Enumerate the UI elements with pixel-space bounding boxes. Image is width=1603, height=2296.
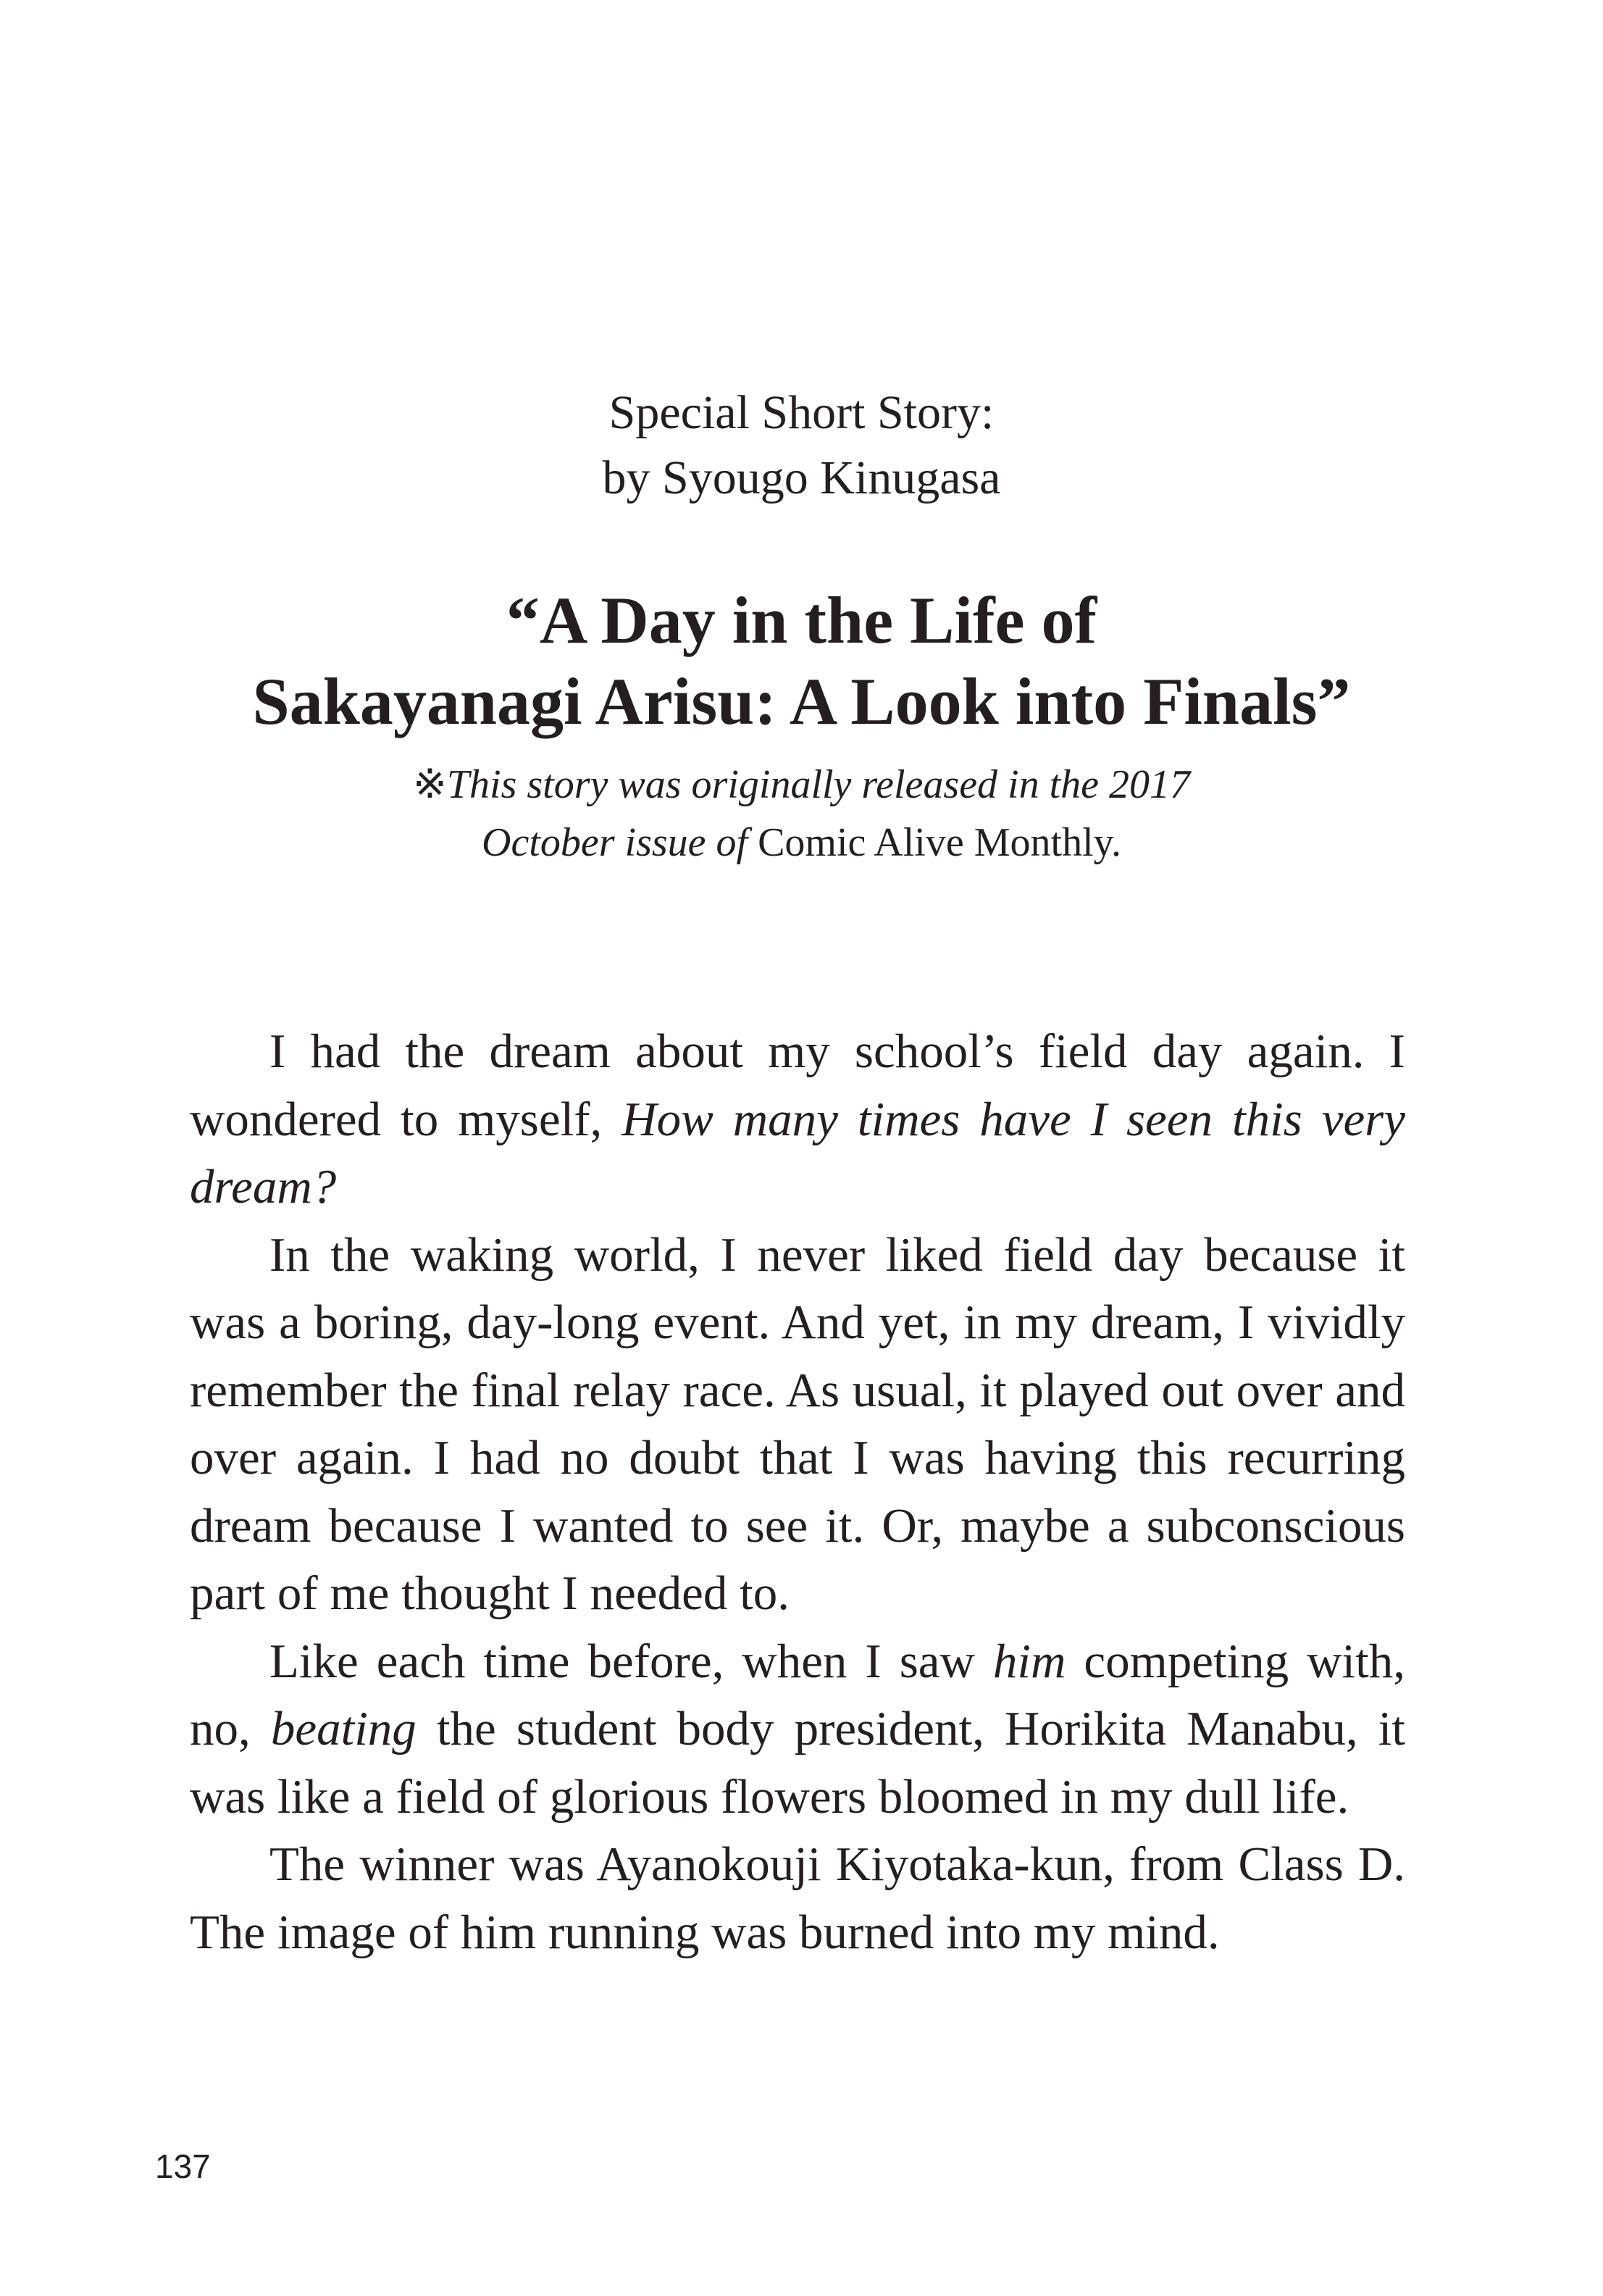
paragraph-2: In the waking world, I never liked field day because it was a boring, day-long event. And yet, in my dream, I vividly remember the final relay race. As usual, it played out over and over again. I had no doubt that I was having this recurring dream because I wanted to see it. Or, maybe a subconscious part of me thought I needed to. <box>190 1227 1405 1620</box>
paragraph-3-text-a: Like each time before, when I saw <box>269 1634 993 1688</box>
paragraph-3-text-c: the student body president, Horikita Manabu, it was like a field of glorious flowers bloomed in my dull life. <box>190 1702 1405 1824</box>
story-body <box>190 1018 1405 1966</box>
title-line-1: “A Day in the Life of <box>506 583 1097 657</box>
note-line-2 <box>0 814 1603 872</box>
title-line-2: Sakayanagi Arisu: A Look into Finals” <box>252 664 1351 738</box>
paragraph-3-italic-2: beating <box>270 1702 417 1756</box>
story-title <box>0 580 1603 742</box>
story-subtitle <box>0 380 1603 511</box>
paragraph-3-text-b: competing with, no, <box>190 1634 1406 1756</box>
note-italic-text-1: This story was originally released in the 2017 <box>446 762 1191 807</box>
paragraph-3-italic-1: him <box>992 1634 1066 1688</box>
paragraph-4: The winner was Ayanokouji Kiyotaka-kun, from Class D. The image of him running was burned into my mind. <box>190 1837 1405 1959</box>
paragraph-1 <box>190 1018 1405 1222</box>
paragraph-3 <box>190 1628 1405 1832</box>
paragraph-1-text: I had the dream about my school’s field day again. I wondered to myself, <box>190 1024 1405 1146</box>
subtitle-line-1: Special Short Story: <box>608 386 995 439</box>
paragraph-1-italic: How many times have I seen this very dream? <box>190 1092 1405 1214</box>
note-line-1 <box>0 756 1603 814</box>
note-italic-text-2: October issue of <box>482 820 748 865</box>
author-line: by Syougo Kinugasa <box>602 451 1001 504</box>
reference-mark: ※ <box>412 762 447 807</box>
page-number: 137 <box>155 2147 211 2185</box>
publication-note <box>0 756 1603 872</box>
magazine-name: Comic Alive Monthly. <box>748 820 1121 865</box>
